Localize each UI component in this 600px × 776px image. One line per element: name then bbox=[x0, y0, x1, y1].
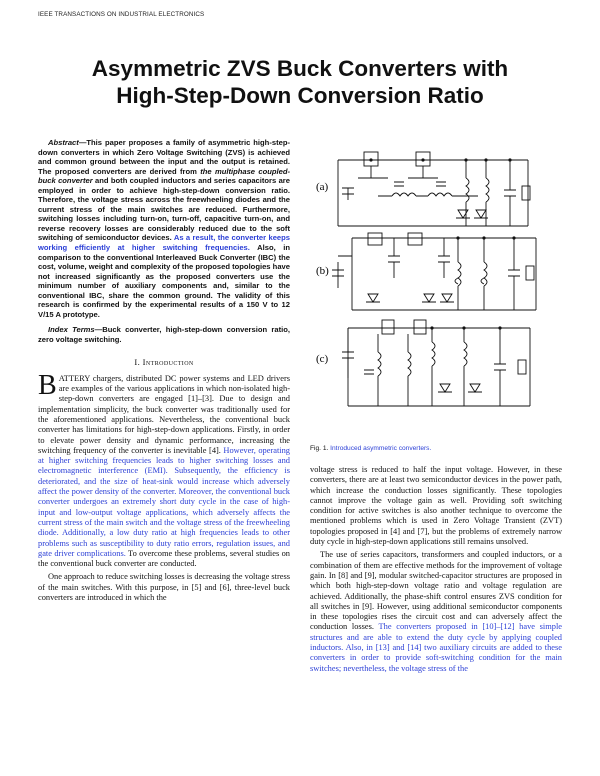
abstract-lead: Abstract bbox=[48, 138, 79, 147]
figure-caption bbox=[310, 445, 431, 452]
intro-p1-a: ATTERY chargers, distributed DC power systems and LED drivers are examples of the various applications in which non-isolated high-step-down converters are engaged [1]–[3]. Due to design and implementation simplicity, the buck converter was traditionally used for the aforementioned applications. Nevertheless, the conventional buck converter has limitations for high-step-down applications. Firstly, in order to elevate power density and dynamic performance, increasing the switching frequency of the converter is inevitable [4]. bbox=[38, 373, 290, 455]
abstract-text-c: Also, in comparison to the conventional Interleaved Buck Converter (IBC) the cost, volume, weight and complexity of the proposed topologies have not increased significantly as the proposed converters use the minimum number of auxiliary components and, similar to the conventional IBC, share the common ground. The validity of this research is confirmed by the experimental results of a 150 V to 12 V/15 A prototype. bbox=[38, 243, 290, 319]
paper-title bbox=[40, 55, 560, 109]
intro-p4-a: The use of series capacitors, transformers and coupled inductors, or a combination of them are effective methods for the improvement of voltage gain. In [8] and [9], modular switched-capacitor structures are proposed in which both high-step-down voltage ratio and voltage regulation are achieved. Additionally, the phase-shift control ensures ZVS condition for all switches in [9]. However, using additional semiconductor components in these topologies rises the circuit cost and can adversely affect the conduction losses. bbox=[310, 550, 562, 632]
title-line-1: Asymmetric ZVS Buck Converters with bbox=[91, 56, 509, 81]
abstract-highlight: As a result, the converter keeps working efficiently at higher switching frequencies. bbox=[38, 233, 290, 253]
caption-prefix: Fig. 1. bbox=[310, 445, 329, 452]
drop-cap: B bbox=[38, 369, 57, 401]
intro-p2: One approach to reduce switching losses is decreasing the voltage stress of the main switches. With this purpose, in [5] and [6], three-level buck converters are introduced in which the bbox=[38, 572, 290, 603]
caption-text: Introduced asymmetric converters. bbox=[330, 445, 432, 452]
circuit-diagrams bbox=[308, 138, 562, 438]
figure-label-a: (a) bbox=[316, 181, 329, 193]
intro-p1-b: To overcome these problems, several studies on the conventional buck converter are conducted. bbox=[38, 548, 290, 569]
circuit-b bbox=[332, 233, 536, 310]
right-column bbox=[310, 465, 562, 674]
index-terms bbox=[38, 325, 290, 344]
left-column bbox=[38, 138, 290, 603]
circuit-c bbox=[342, 320, 530, 406]
title-line-2: High-Step-Down Conversion Ratio bbox=[116, 83, 484, 108]
intro-p3: voltage stress is reduced to half the input voltage. However, in these converters, there are at least two semiconductor devices in the power path, which increase the conduction losses significantly. These topologies cannot improve the voltage gain as well. Providing soft switching condition for active switches is also another technique to overcome the mentioned problems which is used in Zero Voltage Transient (ZVT) topologies proposed in [4] and [7], but the problems of extremely narrow duty cycle in high-step-down applications still remains unsolved. bbox=[310, 465, 562, 547]
intro-p1-highlight: However, operating at higher switching frequencies leads to higher switching losses and electromagnetic interference (EMI). Subsequently, the efficiency is deteriorated, and the size of heat-sink would increase which adversely affect the power density of the converter. Moreover, the conventional buck converter undergoes an extremely short duty cycle in the case of high-input and low-output voltage applications, which adversely affects the current stress of the main switch and the voltage stress of the freewheeling diode. Additionally, a low duty ratio at high frequencies leads to other problems such as susceptibility to duty ratio errors, regulation issues, and gate driver complications. bbox=[38, 445, 290, 558]
index-terms-lead: Index Terms bbox=[48, 325, 95, 335]
figure-label-b: (b) bbox=[316, 265, 329, 277]
journal-header: IEEE TRANSACTIONS ON INDUSTRIAL ELECTRONICS bbox=[38, 11, 205, 18]
abstract-text-b: and both coupled inductors and series capacitors are employed in order to achieve high-step-down conversion ratio. Therefore, the voltage stress across the freewheeling diodes and the current stress of the main switches are reduced. Furthermore, switching losses including turn-on, turn-off, capacitive turn-on, and reverse recovery losses are considerably reduced due to the soft switching of semiconductor devices. bbox=[38, 176, 290, 243]
figure-circuits bbox=[308, 138, 562, 438]
introduction-body bbox=[38, 369, 290, 604]
intro-p4-highlight: The converters proposed in [10]–[12] have simple structures and are able to extend the duty cycle by applying coupled inductors. Also, in [13] and [14] two auxiliary circuits are added to these converters in order to provide soft-switching condition for the main switches; nevertheless, the voltage stress of the bbox=[310, 622, 562, 673]
abstract-emphasis: the multiphase coupled-buck converter bbox=[38, 166, 290, 186]
abstract-text-a: —This paper proposes a family of asymmetric high-step-down converters in which Zero Voltage Switching (ZVS) is achieved and common ground between the input and the output is retained. The proposed converters are derived from bbox=[38, 138, 290, 176]
section-heading-introduction: I. Introduction bbox=[134, 357, 194, 368]
figure-label-c: (c) bbox=[316, 353, 329, 365]
index-terms-text: —Buck converter, high-step-down conversion ratio, zero voltage switching. bbox=[38, 325, 290, 344]
abstract bbox=[38, 138, 290, 319]
circuit-a bbox=[338, 152, 530, 226]
